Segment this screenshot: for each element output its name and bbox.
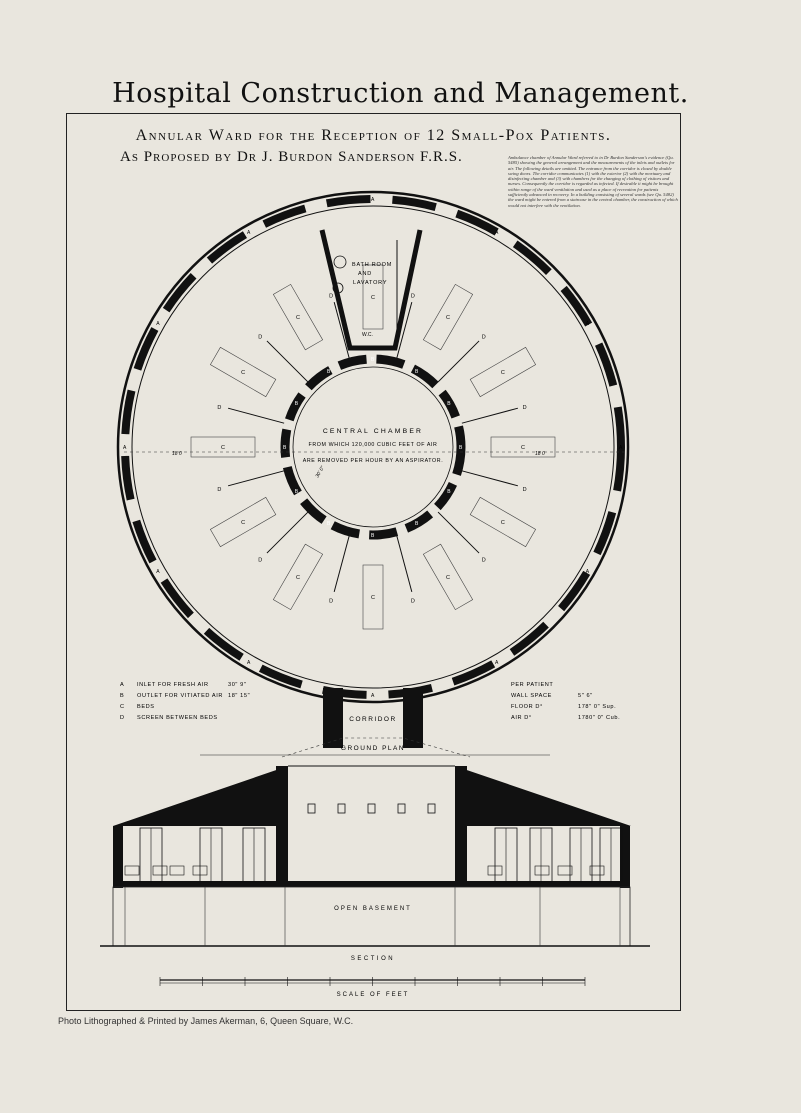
section-central-wall-left: [276, 766, 288, 886]
outlet-letter-b: B: [327, 368, 331, 375]
basement-outline: [113, 887, 630, 946]
bed-screen: [438, 512, 479, 553]
legend-value-b: 18" 15": [228, 693, 251, 699]
section-bed: [125, 866, 139, 875]
inlet-letter-a: A: [247, 230, 251, 237]
section-outer-wall-left: [113, 826, 123, 888]
bed-letter-c: C: [221, 445, 225, 451]
scale-ticks: [160, 977, 585, 986]
handwritten-note: Ambulance chamber of Annular Ward referred to in Dr Burdon Sanderson's evidence (Qu. 5485) showing the general arrangement and the measurements of the inlets and outlets for air. The following details are omitted. The entrance from the corridor is closed by double swing doors. The corridor communicates (1) with the exterior (2) with the mortuary and disinfecting chamber and (3) with chambers for the changing of clothing of visitors and nurses. Consequently the corridor is regarded as infected. If desirable it might be brought within range of the ward ventilation and used as a place of recreation for patients sufficiently advanced in recovery. In a building consisting of several wards (see Qu. 5482) the ward might be entered from a staircase in the central chamber, the construction of which would not interfere with the ventilation.: [508, 155, 678, 208]
section-windows: [140, 828, 622, 882]
screen-letter-d: D: [329, 293, 334, 300]
screen-letter-d: D: [258, 557, 263, 564]
section-bed: [153, 866, 167, 875]
left-roof: [113, 766, 288, 826]
inlet-letter-a: A: [156, 569, 160, 575]
per-patient-row-3-label: AIR D°: [511, 715, 532, 721]
per-patient-row-1-value: 5" 6": [578, 693, 593, 699]
inlet-letter-a: A: [156, 321, 160, 327]
bed-letter-c: C: [296, 574, 300, 581]
inlet-letter-a: A: [371, 197, 375, 203]
legend-text-c: BEDS: [137, 704, 155, 710]
bath-room-label: BATH ROOM AND LAVATORY: [352, 262, 393, 286]
section-bed: [535, 866, 549, 875]
legend-value-a: 30" 9": [228, 682, 247, 688]
outlet-letter-b: B: [459, 445, 463, 451]
bath-fixture: [334, 256, 346, 268]
bed-letter-c: C: [446, 315, 450, 322]
legend: [120, 682, 250, 721]
bath-room-walls: [322, 230, 420, 348]
book-title: Hospital Construction and Management.: [112, 78, 689, 109]
legend-key-a: A: [120, 682, 125, 688]
bed-screen: [228, 471, 284, 486]
screen-letter-d: D: [258, 334, 263, 341]
wc-label: W.C.: [362, 332, 373, 338]
bed-screen: [334, 536, 349, 592]
bed-letter-c: C: [500, 370, 505, 376]
bed-letter-c: C: [521, 445, 525, 451]
screen-letter-d: D: [217, 486, 222, 493]
central-chamber-note-1: FROM WHICH 120,000 CUBIC FEET OF AIR: [308, 442, 438, 448]
per-patient-heading: PER PATIENT: [511, 682, 554, 688]
plate-subtitle: As Proposed by Dr J. Burdon Sanderson F.R.S.: [120, 149, 463, 165]
bed-screen: [228, 408, 284, 423]
legend-key-d: D: [120, 715, 125, 721]
bed-screen: [267, 341, 308, 382]
outlet-letter-b: B: [294, 489, 299, 495]
bed-screens: [217, 293, 526, 604]
plate-title: Annular Ward for the Reception of 12 Small-Pox Patients.: [135, 127, 612, 144]
printer-imprint: Photo Lithographed & Printed by James Akerman, 6, Queen Square, W.C.: [58, 1016, 354, 1026]
inlet-letter-a: A: [371, 693, 375, 699]
outlet-letter-b: B: [327, 521, 331, 528]
bed-letter-c: C: [241, 370, 246, 376]
screen-letter-d: D: [481, 334, 486, 341]
scale-label: SCALE OF FEET: [336, 992, 410, 998]
legend-text-a: INLET FOR FRESH AIR: [137, 682, 209, 688]
per-patient-row-2-value: 178" 0" Sup.: [578, 704, 617, 710]
bed-letter-c: C: [446, 574, 450, 581]
screen-letter-d: D: [217, 405, 222, 412]
basement-piers: [125, 887, 620, 946]
outlet-letter-b: B: [415, 521, 419, 528]
bed-letter-c: C: [296, 315, 300, 322]
radius-mark: 30' 0": [314, 465, 326, 479]
outlet-letter-b: B: [294, 401, 299, 407]
legend-key-c: C: [120, 704, 125, 710]
bed-screen: [462, 408, 518, 423]
inlet-letter-a: A: [619, 445, 623, 451]
per-patient-table: [511, 682, 620, 721]
section-floor: [113, 881, 630, 887]
outlet-letter-b: B: [371, 533, 375, 539]
section-drawing: [100, 766, 650, 998]
ground-plan-label: GROUND PLAN: [340, 745, 406, 752]
outlet-letter-b: B: [415, 368, 419, 375]
screen-letter-d: D: [329, 598, 334, 605]
screen-letter-d: D: [522, 486, 527, 493]
section-bed: [170, 866, 184, 875]
legend-text-b: OUTLET FOR VITIATED AIR: [137, 693, 224, 699]
bed-letter-c: C: [241, 520, 246, 526]
screen-letter-d: D: [410, 293, 415, 300]
inlet-letter-a: A: [495, 659, 499, 666]
bed-screen: [438, 341, 479, 382]
central-chamber-label: CENTRAL CHAMBER: [322, 428, 424, 435]
inlet-letter-a: A: [123, 445, 127, 451]
legend-key-b: B: [120, 693, 125, 699]
legend-text-d: SCREEN BETWEEN BEDS: [137, 715, 218, 721]
bed-screen: [462, 471, 518, 486]
outlet-letter-b: B: [371, 357, 375, 363]
right-roof: [455, 766, 631, 826]
bed-letter-c: C: [371, 595, 375, 601]
section-label: SECTION: [350, 956, 396, 962]
screen-letter-d: D: [522, 405, 527, 412]
central-chamber-note-2: ARE REMOVED PER HOUR BY AN ASPIRATOR.: [302, 458, 444, 464]
per-patient-row-2-label: FLOOR D°: [511, 704, 543, 710]
bed-letter-c: C: [371, 295, 375, 301]
corridor-label: CORRIDOR: [349, 716, 397, 723]
diameter-mark-right: 18 0: [535, 451, 545, 457]
ground-plan: [118, 192, 628, 757]
screen-letter-d: D: [410, 598, 415, 605]
section-outlet: [398, 804, 405, 813]
section-outlet: [368, 804, 375, 813]
outlet-letter-b: B: [447, 401, 451, 407]
inlet-letter-a: A: [495, 230, 499, 237]
bed-screen: [267, 512, 308, 553]
inlet-letter-a: A: [585, 569, 590, 575]
bed-screen: [397, 536, 412, 592]
section-outlet: [338, 804, 345, 813]
per-patient-row-1-label: WALL SPACE: [511, 693, 552, 699]
bed-letter-c: C: [500, 520, 505, 526]
section-outlet: [428, 804, 435, 813]
outlet-letter-b: B: [283, 445, 287, 451]
diameter-mark-left: 18 0: [172, 451, 182, 457]
section-outlet: [308, 804, 315, 813]
inlet-letter-a: A: [585, 321, 590, 327]
section-central-wall-right: [455, 766, 467, 886]
screen-letter-d: D: [481, 557, 486, 564]
section-outer-wall-right: [620, 826, 630, 888]
outlet-letter-b: B: [447, 489, 451, 495]
per-patient-row-3-value: 1780" 0" Cub.: [578, 715, 621, 721]
open-basement-label: OPEN BASEMENT: [334, 906, 412, 912]
inlet-letter-a: A: [247, 659, 251, 666]
